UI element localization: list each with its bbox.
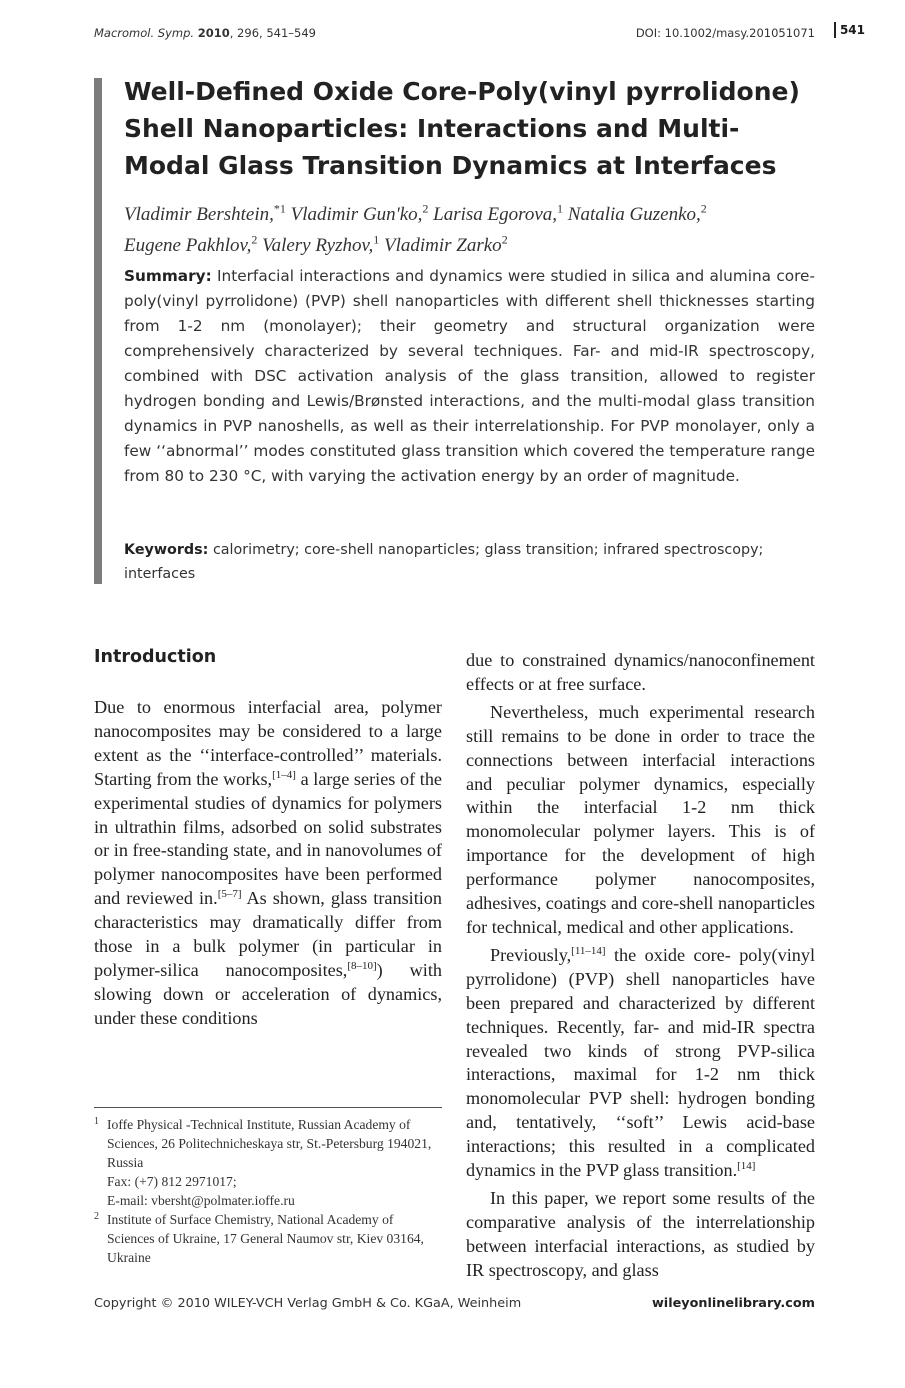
article-title: Well-Defined Oxide Core-Poly(vinyl pyrrolidone) Shell Nanoparticles: Interactions and Multi-Modal Glass Transition Dynamics at Interfaces [124, 77, 800, 180]
author: Eugene Pakhlov,$^2$ [124, 232, 258, 256]
footnotes [94, 1115, 442, 1267]
footnote-line: Institute of Surface Chemistry, National Academy of Sciences of Ukraine, 17 General Naumov str, Kiev 03164, Ukraine [107, 1212, 424, 1265]
author: Valery Ryzhov,$^1$ [262, 232, 380, 256]
footnote-rule [94, 1107, 442, 1108]
author: Natalia Guzenko,$^2$ [567, 202, 707, 226]
body-paragraph: In this paper, we report some results of the comparative analysis of the interrelationship between interfacial interactions, as studied by IR spectroscopy, and glass [466, 1187, 815, 1280]
footnote-affiliation-2 [94, 1210, 442, 1267]
title-block-bar [94, 78, 102, 584]
citation-ref: [14] [737, 1159, 756, 1172]
abstract [124, 264, 815, 489]
copyright: Copyright © 2010 WILEY-VCH Verlag GmbH & Co. KGaA, Weinheim [94, 1296, 522, 1311]
section-heading: Introduction [94, 647, 217, 667]
author: Vladimir Zarko$^2$ [383, 232, 508, 256]
author: Vladimir Bershtein,$^{*1}$ [124, 202, 286, 226]
author: Larisa Egorova,$^1$ [433, 202, 564, 226]
footnote-number: 2 [94, 1211, 99, 1222]
body-paragraph: Nevertheless, much experimental research still remains to be done in order to trace the connections between interfacial interactions and peculiar polymer dynamics, especially within the interfacial 1-2 nm thick monomolecular polymer layers. This is of importance for the development of high performance polymer nanocomposites, adhesives, coatings and core-shell nanoparticles for technical, medical and other applications. [466, 701, 815, 937]
body-paragraph: Due to enormous interfacial area, polymer nanocomposites may be considered to a large extent as the ‘‘interface-controlled’’ materials. Starting from the works,[1–4] a large series of the experimental studies of dynamics for polymers in ultrathin films, adsorbed on solid substrates or in free-standing state, and in nanovolumes of polymer nanocomposites have been performed and reviewed in.[5–7] As shown, glass transition characteristics may dramatically differ from those in a bulk polymer (in particular in polymer-silica nanocomposites,[8–10]) with slowing down or acceleration of dynamics, under these conditions [94, 697, 442, 1028]
footnote-number: 1 [94, 1116, 99, 1127]
footnote-email: E-mail: vbersht@polmater.ioffe.ru [107, 1193, 295, 1208]
doi: DOI: 10.1002/masy.201051071 [635, 26, 815, 40]
right-column [466, 649, 815, 1283]
citation-ref: [8–10] [347, 959, 377, 972]
keywords-label: Keywords: [124, 542, 209, 558]
page-number: 541 [834, 22, 865, 38]
author: Vladimir Gun'ko,$^2$ [290, 202, 429, 226]
citation-ref: [1–4] [272, 768, 296, 781]
citation-ref: [11–14] [571, 944, 606, 957]
footnote-affiliation-1 [94, 1115, 442, 1210]
left-column [94, 696, 442, 1031]
running-header-citation [94, 26, 316, 40]
keywords-text: calorimetry; core-shell nanoparticles; glass transition; infrared spectroscopy; interfaces [124, 542, 764, 582]
keywords [124, 538, 815, 586]
summary-label: Summary: [124, 267, 212, 285]
citation-ref: [5–7] [217, 888, 242, 901]
body-paragraph: due to constrained dynamics/nanoconfinement effects or at free surface. [466, 650, 815, 694]
publisher-website: wileyonlinelibrary.com [651, 1296, 815, 1311]
journal-name: Macromol. Symp. [94, 26, 195, 40]
footnote-line: Fax: (+7) 812 2971017; [107, 1174, 237, 1189]
author-list [124, 197, 824, 258]
journal-year: 2010 [197, 26, 230, 40]
body-paragraph: Previously,[11–14] the oxide core- poly(vinyl pyrrolidone) (PVP) shell nanoparticles have been prepared and characterized by different techniques. Recently, far- and mid-IR spectra revealed two kinds of strong PVP-silica interactions, maximal for 1-2 nm thick monomolecular PVP shell: hydrogen bonding and, tentatively, ‘‘soft’’ Lewis acid-base interactions; this resulted in a complicated dynamics in the PVP glass transition.[14] [466, 944, 815, 1181]
volume-pages: , 296, 541–549 [229, 26, 316, 40]
footnote-line: Ioffe Physical -Technical Institute, Russian Academy of Sciences, 26 Politechnicheskaya str, St.-Petersburg 194021, Russia [107, 1117, 432, 1170]
summary-text: Interfacial interactions and dynamics were studied in silica and alumina core-poly(vinyl pyrrolidone) (PVP) shell nanoparticles with different shell thicknesses starting from 1-2 nm (monolayer); their geometry and structural organization were comprehensively characterized by several techniques. Far- and mid-IR spectroscopy, combined with DSC activation analysis of the glass transition, allowed to register hydrogen bonding and Lewis/Brønsted interactions, and the multi-modal glass transition dynamics in PVP nanoshells, as well as their interrelationship. For PVP monolayer, only a few ‘‘abnormal’’ modes constituted glass transition which covered the temperature range from 80 to 230 °C, with varying the activation energy by an order of magnitude. [124, 267, 815, 485]
